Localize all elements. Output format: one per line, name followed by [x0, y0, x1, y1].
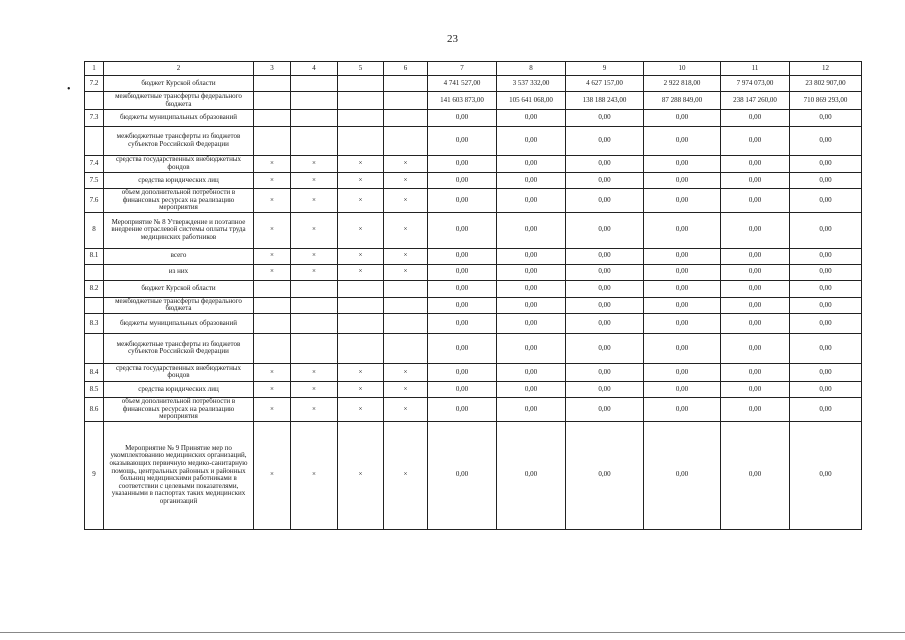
value-cell: 0,00: [790, 264, 862, 280]
value-cell: 0,00: [428, 212, 497, 248]
value-cell: ×: [384, 189, 428, 213]
row-label-cell: Мероприятие № 8 Утверждение и поэтапное внедрение отраслевой системы оплаты труда медицинских работников: [104, 212, 254, 248]
value-cell: 3 537 332,00: [497, 76, 566, 92]
value-cell: ×: [338, 212, 384, 248]
value-cell: 141 603 873,00: [428, 92, 497, 110]
value-cell: 0,00: [644, 156, 721, 173]
table-row: [85, 264, 862, 280]
value-cell: 0,00: [644, 189, 721, 213]
value-cell: ×: [291, 397, 338, 421]
table-row: [85, 333, 862, 363]
value-cell: 138 188 243,00: [566, 92, 644, 110]
value-cell: 0,00: [721, 313, 790, 333]
value-cell: ×: [384, 173, 428, 189]
value-cell: [384, 297, 428, 313]
row-label-cell: объем дополнительной потребности в финансовых ресурсах на реализацию мероприятия: [104, 397, 254, 421]
value-cell: ×: [338, 363, 384, 381]
table-row: [85, 110, 862, 127]
value-cell: [291, 297, 338, 313]
value-cell: 0,00: [566, 363, 644, 381]
row-label-cell: объем дополнительной потребности в финансовых ресурсах на реализацию мероприятия: [104, 189, 254, 213]
value-cell: 0,00: [790, 156, 862, 173]
value-cell: 0,00: [428, 173, 497, 189]
value-cell: [254, 76, 291, 92]
value-cell: 0,00: [566, 280, 644, 297]
value-cell: 0,00: [721, 421, 790, 529]
table-row: [85, 421, 862, 529]
value-cell: 0,00: [721, 280, 790, 297]
value-cell: 2 922 818,00: [644, 76, 721, 92]
row-number-cell: [85, 264, 104, 280]
value-cell: 0,00: [566, 173, 644, 189]
value-cell: 0,00: [428, 280, 497, 297]
value-cell: [291, 280, 338, 297]
value-cell: 87 288 849,00: [644, 92, 721, 110]
value-cell: 0,00: [428, 297, 497, 313]
value-cell: ×: [338, 421, 384, 529]
row-label-cell: средства юридических лиц: [104, 173, 254, 189]
value-cell: ×: [254, 381, 291, 397]
header-row: [85, 62, 862, 76]
value-cell: ×: [291, 421, 338, 529]
value-cell: ×: [338, 381, 384, 397]
value-cell: 0,00: [566, 297, 644, 313]
value-cell: [338, 76, 384, 92]
value-cell: [384, 280, 428, 297]
value-cell: ×: [384, 363, 428, 381]
value-cell: 0,00: [721, 156, 790, 173]
header-cell: 10: [644, 62, 721, 76]
table-row: [85, 280, 862, 297]
value-cell: 0,00: [428, 363, 497, 381]
value-cell: [254, 280, 291, 297]
row-number-cell: 7.5: [85, 173, 104, 189]
value-cell: ×: [254, 189, 291, 213]
value-cell: ×: [338, 156, 384, 173]
value-cell: 0,00: [566, 189, 644, 213]
value-cell: [291, 313, 338, 333]
value-cell: 0,00: [497, 381, 566, 397]
row-label-cell: межбюджетные трансферты федерального бюджета: [104, 92, 254, 110]
table-row: [85, 248, 862, 264]
header-cell: 5: [338, 62, 384, 76]
value-cell: ×: [291, 381, 338, 397]
row-label-cell: Мероприятие № 9 Принятие мер по укомплектованию медицинских организаций, оказывающих первичную медико-санитарную помощь, центральных районных и районных больниц медицинскими работниками в соответствии с целевыми показателями, указанными в паспортах таких медицинских организаций: [104, 421, 254, 529]
value-cell: ×: [254, 363, 291, 381]
row-number-cell: 8: [85, 212, 104, 248]
value-cell: 0,00: [497, 333, 566, 363]
value-cell: 0,00: [566, 156, 644, 173]
value-cell: ×: [291, 156, 338, 173]
row-label-cell: межбюджетные трансферты из бюджетов субъектов Российской Федерации: [104, 333, 254, 363]
row-label-cell: межбюджетные трансферты федерального бюджета: [104, 297, 254, 313]
value-cell: 0,00: [497, 156, 566, 173]
value-cell: 0,00: [644, 363, 721, 381]
value-cell: 0,00: [497, 297, 566, 313]
row-number-cell: 8.6: [85, 397, 104, 421]
value-cell: 0,00: [497, 173, 566, 189]
value-cell: 0,00: [497, 110, 566, 127]
value-cell: ×: [254, 212, 291, 248]
row-number-cell: 8.1: [85, 248, 104, 264]
value-cell: 0,00: [428, 313, 497, 333]
value-cell: 0,00: [566, 313, 644, 333]
value-cell: [338, 333, 384, 363]
value-cell: 0,00: [644, 421, 721, 529]
value-cell: 0,00: [428, 397, 497, 421]
value-cell: ×: [291, 363, 338, 381]
row-number-cell: 8.2: [85, 280, 104, 297]
value-cell: ×: [384, 421, 428, 529]
value-cell: 0,00: [428, 127, 497, 156]
table-row: [85, 397, 862, 421]
value-cell: 0,00: [790, 173, 862, 189]
value-cell: 0,00: [721, 212, 790, 248]
value-cell: [254, 313, 291, 333]
value-cell: 0,00: [428, 110, 497, 127]
header-cell: 2: [104, 62, 254, 76]
value-cell: 0,00: [644, 333, 721, 363]
table-row: [85, 127, 862, 156]
value-cell: 0,00: [497, 189, 566, 213]
value-cell: [338, 313, 384, 333]
value-cell: ×: [338, 173, 384, 189]
header-cell: 3: [254, 62, 291, 76]
value-cell: [291, 76, 338, 92]
value-cell: 0,00: [566, 421, 644, 529]
row-label-cell: бюджет Курской области: [104, 76, 254, 92]
value-cell: 0,00: [566, 264, 644, 280]
value-cell: ×: [291, 212, 338, 248]
table-row: [85, 313, 862, 333]
value-cell: 0,00: [428, 264, 497, 280]
value-cell: 0,00: [428, 156, 497, 173]
row-number-cell: 8.4: [85, 363, 104, 381]
value-cell: 7 974 073,00: [721, 76, 790, 92]
value-cell: 0,00: [428, 248, 497, 264]
value-cell: [254, 333, 291, 363]
value-cell: ×: [291, 189, 338, 213]
page-number: 23: [447, 33, 458, 45]
value-cell: 0,00: [497, 363, 566, 381]
value-cell: 0,00: [644, 173, 721, 189]
value-cell: 0,00: [566, 397, 644, 421]
value-cell: ×: [384, 248, 428, 264]
value-cell: 0,00: [721, 110, 790, 127]
value-cell: 0,00: [790, 397, 862, 421]
table-row: [85, 173, 862, 189]
value-cell: ×: [254, 173, 291, 189]
value-cell: 0,00: [497, 248, 566, 264]
value-cell: 0,00: [644, 248, 721, 264]
value-cell: 0,00: [721, 127, 790, 156]
value-cell: 0,00: [497, 264, 566, 280]
value-cell: 0,00: [721, 189, 790, 213]
value-cell: 0,00: [428, 381, 497, 397]
value-cell: ×: [384, 397, 428, 421]
value-cell: ×: [291, 173, 338, 189]
row-number-cell: [85, 127, 104, 156]
value-cell: [338, 280, 384, 297]
header-cell: 9: [566, 62, 644, 76]
value-cell: [291, 127, 338, 156]
table-row: [85, 381, 862, 397]
row-number-cell: 8.5: [85, 381, 104, 397]
table-row: [85, 92, 862, 110]
value-cell: ×: [338, 397, 384, 421]
bullet-mark: •: [67, 84, 71, 95]
value-cell: [384, 76, 428, 92]
value-cell: 0,00: [790, 363, 862, 381]
row-label-cell: средства юридических лиц: [104, 381, 254, 397]
value-cell: 0,00: [790, 110, 862, 127]
header-cell: 12: [790, 62, 862, 76]
value-cell: [338, 92, 384, 110]
table-row: [85, 156, 862, 173]
row-label-cell: бюджеты муниципальных образований: [104, 313, 254, 333]
value-cell: [254, 110, 291, 127]
value-cell: 0,00: [790, 248, 862, 264]
value-cell: [384, 313, 428, 333]
header-cell: 6: [384, 62, 428, 76]
value-cell: [291, 110, 338, 127]
value-cell: 0,00: [790, 333, 862, 363]
value-cell: 0,00: [497, 212, 566, 248]
value-cell: ×: [291, 264, 338, 280]
value-cell: [384, 110, 428, 127]
table-row: [85, 297, 862, 313]
row-label-cell: межбюджетные трансферты из бюджетов субъектов Российской Федерации: [104, 127, 254, 156]
value-cell: 0,00: [721, 381, 790, 397]
value-cell: ×: [254, 397, 291, 421]
value-cell: 0,00: [721, 173, 790, 189]
value-cell: 0,00: [721, 363, 790, 381]
value-cell: 0,00: [790, 212, 862, 248]
value-cell: ×: [338, 248, 384, 264]
value-cell: [291, 333, 338, 363]
row-number-cell: 8.3: [85, 313, 104, 333]
row-number-cell: 7.3: [85, 110, 104, 127]
value-cell: 0,00: [644, 212, 721, 248]
value-cell: 0,00: [721, 333, 790, 363]
value-cell: 0,00: [644, 297, 721, 313]
row-label-cell: из них: [104, 264, 254, 280]
value-cell: 4 741 527,00: [428, 76, 497, 92]
value-cell: [291, 92, 338, 110]
header-cell: 11: [721, 62, 790, 76]
value-cell: 0,00: [566, 110, 644, 127]
value-cell: 0,00: [566, 333, 644, 363]
value-cell: ×: [384, 156, 428, 173]
table-row: [85, 189, 862, 213]
value-cell: 0,00: [566, 381, 644, 397]
value-cell: [254, 127, 291, 156]
value-cell: 0,00: [497, 421, 566, 529]
value-cell: 0,00: [644, 280, 721, 297]
row-number-cell: [85, 333, 104, 363]
value-cell: 23 802 907,00: [790, 76, 862, 92]
row-label-cell: всего: [104, 248, 254, 264]
value-cell: 0,00: [790, 280, 862, 297]
value-cell: 0,00: [428, 421, 497, 529]
row-number-cell: 9: [85, 421, 104, 529]
value-cell: ×: [254, 264, 291, 280]
value-cell: 0,00: [566, 212, 644, 248]
value-cell: ×: [254, 248, 291, 264]
value-cell: [384, 92, 428, 110]
value-cell: [254, 297, 291, 313]
value-cell: 0,00: [497, 280, 566, 297]
value-cell: ×: [384, 264, 428, 280]
value-cell: 0,00: [644, 264, 721, 280]
value-cell: 0,00: [790, 381, 862, 397]
budget-table: [84, 61, 862, 530]
value-cell: ×: [254, 421, 291, 529]
row-label-cell: бюджет Курской области: [104, 280, 254, 297]
value-cell: 0,00: [790, 189, 862, 213]
value-cell: 0,00: [721, 248, 790, 264]
value-cell: 0,00: [644, 110, 721, 127]
value-cell: 4 627 157,00: [566, 76, 644, 92]
table-row: [85, 363, 862, 381]
row-number-cell: 7.4: [85, 156, 104, 173]
header-cell: 7: [428, 62, 497, 76]
row-label-cell: средства государственных внебюджетных фондов: [104, 363, 254, 381]
header-cell: 1: [85, 62, 104, 76]
value-cell: 0,00: [721, 297, 790, 313]
value-cell: [338, 110, 384, 127]
value-cell: ×: [338, 189, 384, 213]
value-cell: [338, 127, 384, 156]
value-cell: ×: [254, 156, 291, 173]
value-cell: 105 641 068,00: [497, 92, 566, 110]
value-cell: [384, 333, 428, 363]
value-cell: 0,00: [790, 127, 862, 156]
header-cell: 8: [497, 62, 566, 76]
value-cell: [254, 92, 291, 110]
value-cell: 0,00: [566, 248, 644, 264]
value-cell: 0,00: [428, 189, 497, 213]
value-cell: 0,00: [790, 297, 862, 313]
value-cell: 0,00: [790, 313, 862, 333]
value-cell: 0,00: [428, 333, 497, 363]
value-cell: 0,00: [790, 421, 862, 529]
value-cell: [384, 127, 428, 156]
value-cell: 0,00: [644, 127, 721, 156]
value-cell: ×: [338, 264, 384, 280]
value-cell: [338, 297, 384, 313]
row-number-cell: 7.2: [85, 76, 104, 92]
row-label-cell: средства государственных внебюджетных фондов: [104, 156, 254, 173]
value-cell: 0,00: [497, 397, 566, 421]
value-cell: 0,00: [721, 397, 790, 421]
row-number-cell: 7.6: [85, 189, 104, 213]
table-row: [85, 212, 862, 248]
bottom-divider: [0, 632, 905, 633]
value-cell: 0,00: [497, 127, 566, 156]
header-cell: 4: [291, 62, 338, 76]
row-label-cell: бюджеты муниципальных образований: [104, 110, 254, 127]
value-cell: 238 147 260,00: [721, 92, 790, 110]
value-cell: 0,00: [497, 313, 566, 333]
value-cell: ×: [291, 248, 338, 264]
table-row: [85, 76, 862, 92]
value-cell: 0,00: [721, 264, 790, 280]
row-number-cell: [85, 92, 104, 110]
value-cell: 710 869 293,00: [790, 92, 862, 110]
value-cell: ×: [384, 212, 428, 248]
value-cell: 0,00: [644, 397, 721, 421]
value-cell: 0,00: [566, 127, 644, 156]
value-cell: 0,00: [644, 313, 721, 333]
row-number-cell: [85, 297, 104, 313]
value-cell: 0,00: [644, 381, 721, 397]
value-cell: ×: [384, 381, 428, 397]
